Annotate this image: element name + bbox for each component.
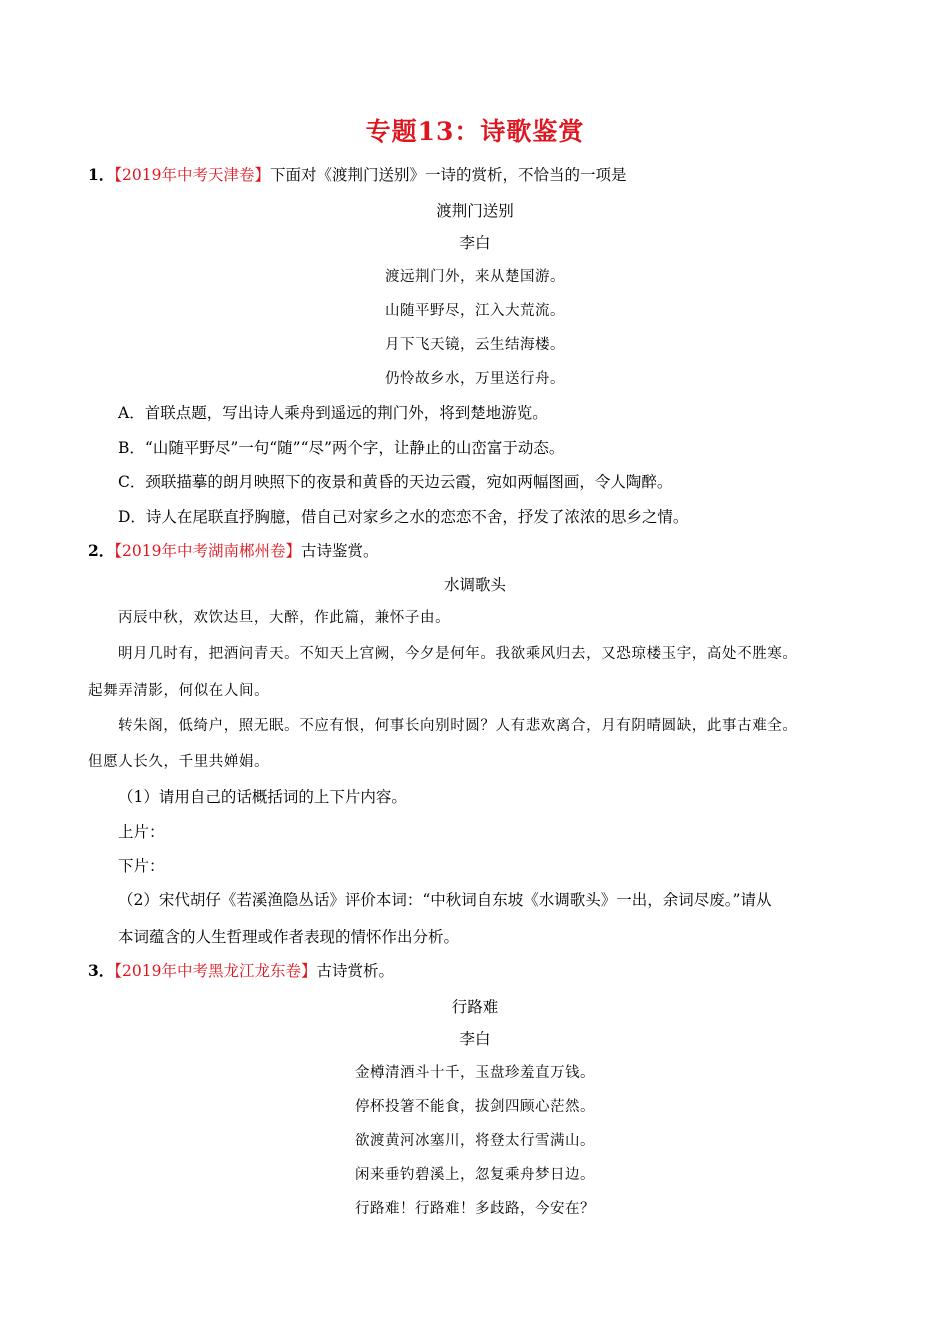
poem-line: 行路难！行路难！多歧路，今安在？ <box>355 1201 595 1217</box>
question-stem: 下面对《渡荆门送别》一诗的赏析，不恰当的一项是 <box>270 166 627 184</box>
question-number: 1． <box>88 165 115 184</box>
poem-line: 山随平野尽，江入大荒流。 <box>385 303 565 319</box>
poem-paragraph: 转朱阁，低绮户，照无眠。不应有恨，何事长向别时圆？人有悲欢离合，月有阴晴圆缺，此事古难全。 <box>118 718 798 734</box>
option-b: B．“山随平野尽”一句“随”“尽”两个字，让静止的山峦富于动态。 <box>118 439 565 457</box>
poem-title: 渡荆门送别 <box>436 202 514 220</box>
poem-line: 仍怜故乡水，万里送行舟。 <box>385 371 565 387</box>
poem-title: 行路难 <box>451 998 499 1016</box>
poem-preface: 丙辰中秋，欢饮达旦，大醉，作此篇，兼怀子由。 <box>118 610 451 626</box>
poem-line: 闲来垂钓碧溪上，忽复乘舟梦日边。 <box>355 1167 595 1183</box>
question-source: 【2019年中考天津卷】 <box>114 166 270 184</box>
option-c: C．颈联描摹的朗月映照下的夜景和黄昏的天边云霞，宛如两幅图画，令人陶醉。 <box>118 473 673 491</box>
sub-question-2-cont: 本词蕴含的人生哲理或作者表现的情怀作出分析。 <box>118 928 460 946</box>
question-stem: 古诗赏析。 <box>316 962 395 980</box>
poem-line: 欲渡黄河冰塞川，将登太行雪满山。 <box>355 1133 595 1149</box>
poem-author: 李白 <box>459 1030 491 1048</box>
option-d: D．诗人在尾联直抒胸臆，借自己对家乡之水的恋恋不舍，抒发了浓浓的思乡之情。 <box>118 508 689 526</box>
answer-label-lower: 下片： <box>118 857 165 875</box>
poem-paragraph-cont: 但愿人长久，千里共婵娟。 <box>88 754 270 770</box>
poem-line: 停杯投箸不能食，拔剑四顾心茫然。 <box>355 1099 595 1115</box>
question-number: 2． <box>88 541 115 560</box>
poem-title: 水调歌头 <box>443 576 506 594</box>
question-number: 3． <box>88 961 115 980</box>
question-1 <box>88 164 627 186</box>
option-a: A．首联点题，写出诗人乘舟到遥远的荆门外，将到楚地游览。 <box>118 404 548 422</box>
page-title: 专题13：诗歌鉴赏 <box>365 117 585 146</box>
poem-paragraph-cont: 起舞弄清影，何似在人间。 <box>88 683 270 699</box>
answer-label-upper: 上片： <box>118 823 165 841</box>
poem-line: 金樽清酒斗十千，玉盘珍羞直万钱。 <box>355 1065 595 1081</box>
question-source: 【2019年中考湖南郴州卷】 <box>114 542 301 560</box>
question-source: 【2019年中考黑龙江龙东卷】 <box>114 962 317 980</box>
question-stem: 古诗鉴赏。 <box>301 542 379 560</box>
sub-question-2: （2）宋代胡仔《若溪渔隐丛话》评价本词：“中秋词自东坡《水调歌头》一出，余词尽废。”请从 <box>118 891 772 909</box>
poem-paragraph: 明月几时有，把酒问青天。不知天上宫阙，今夕是何年。我欲乘风归去，又恐琼楼玉宇，高处不胜寒。 <box>118 646 798 662</box>
poem-line: 月下飞天镜，云生结海楼。 <box>385 337 565 353</box>
question-2 <box>88 540 379 562</box>
poem-author: 李白 <box>459 234 491 252</box>
question-3 <box>88 960 394 982</box>
poem-line: 渡远荆门外，来从楚国游。 <box>385 269 565 285</box>
sub-question-1: （1）请用自己的话概括词的上下片内容。 <box>118 788 407 806</box>
